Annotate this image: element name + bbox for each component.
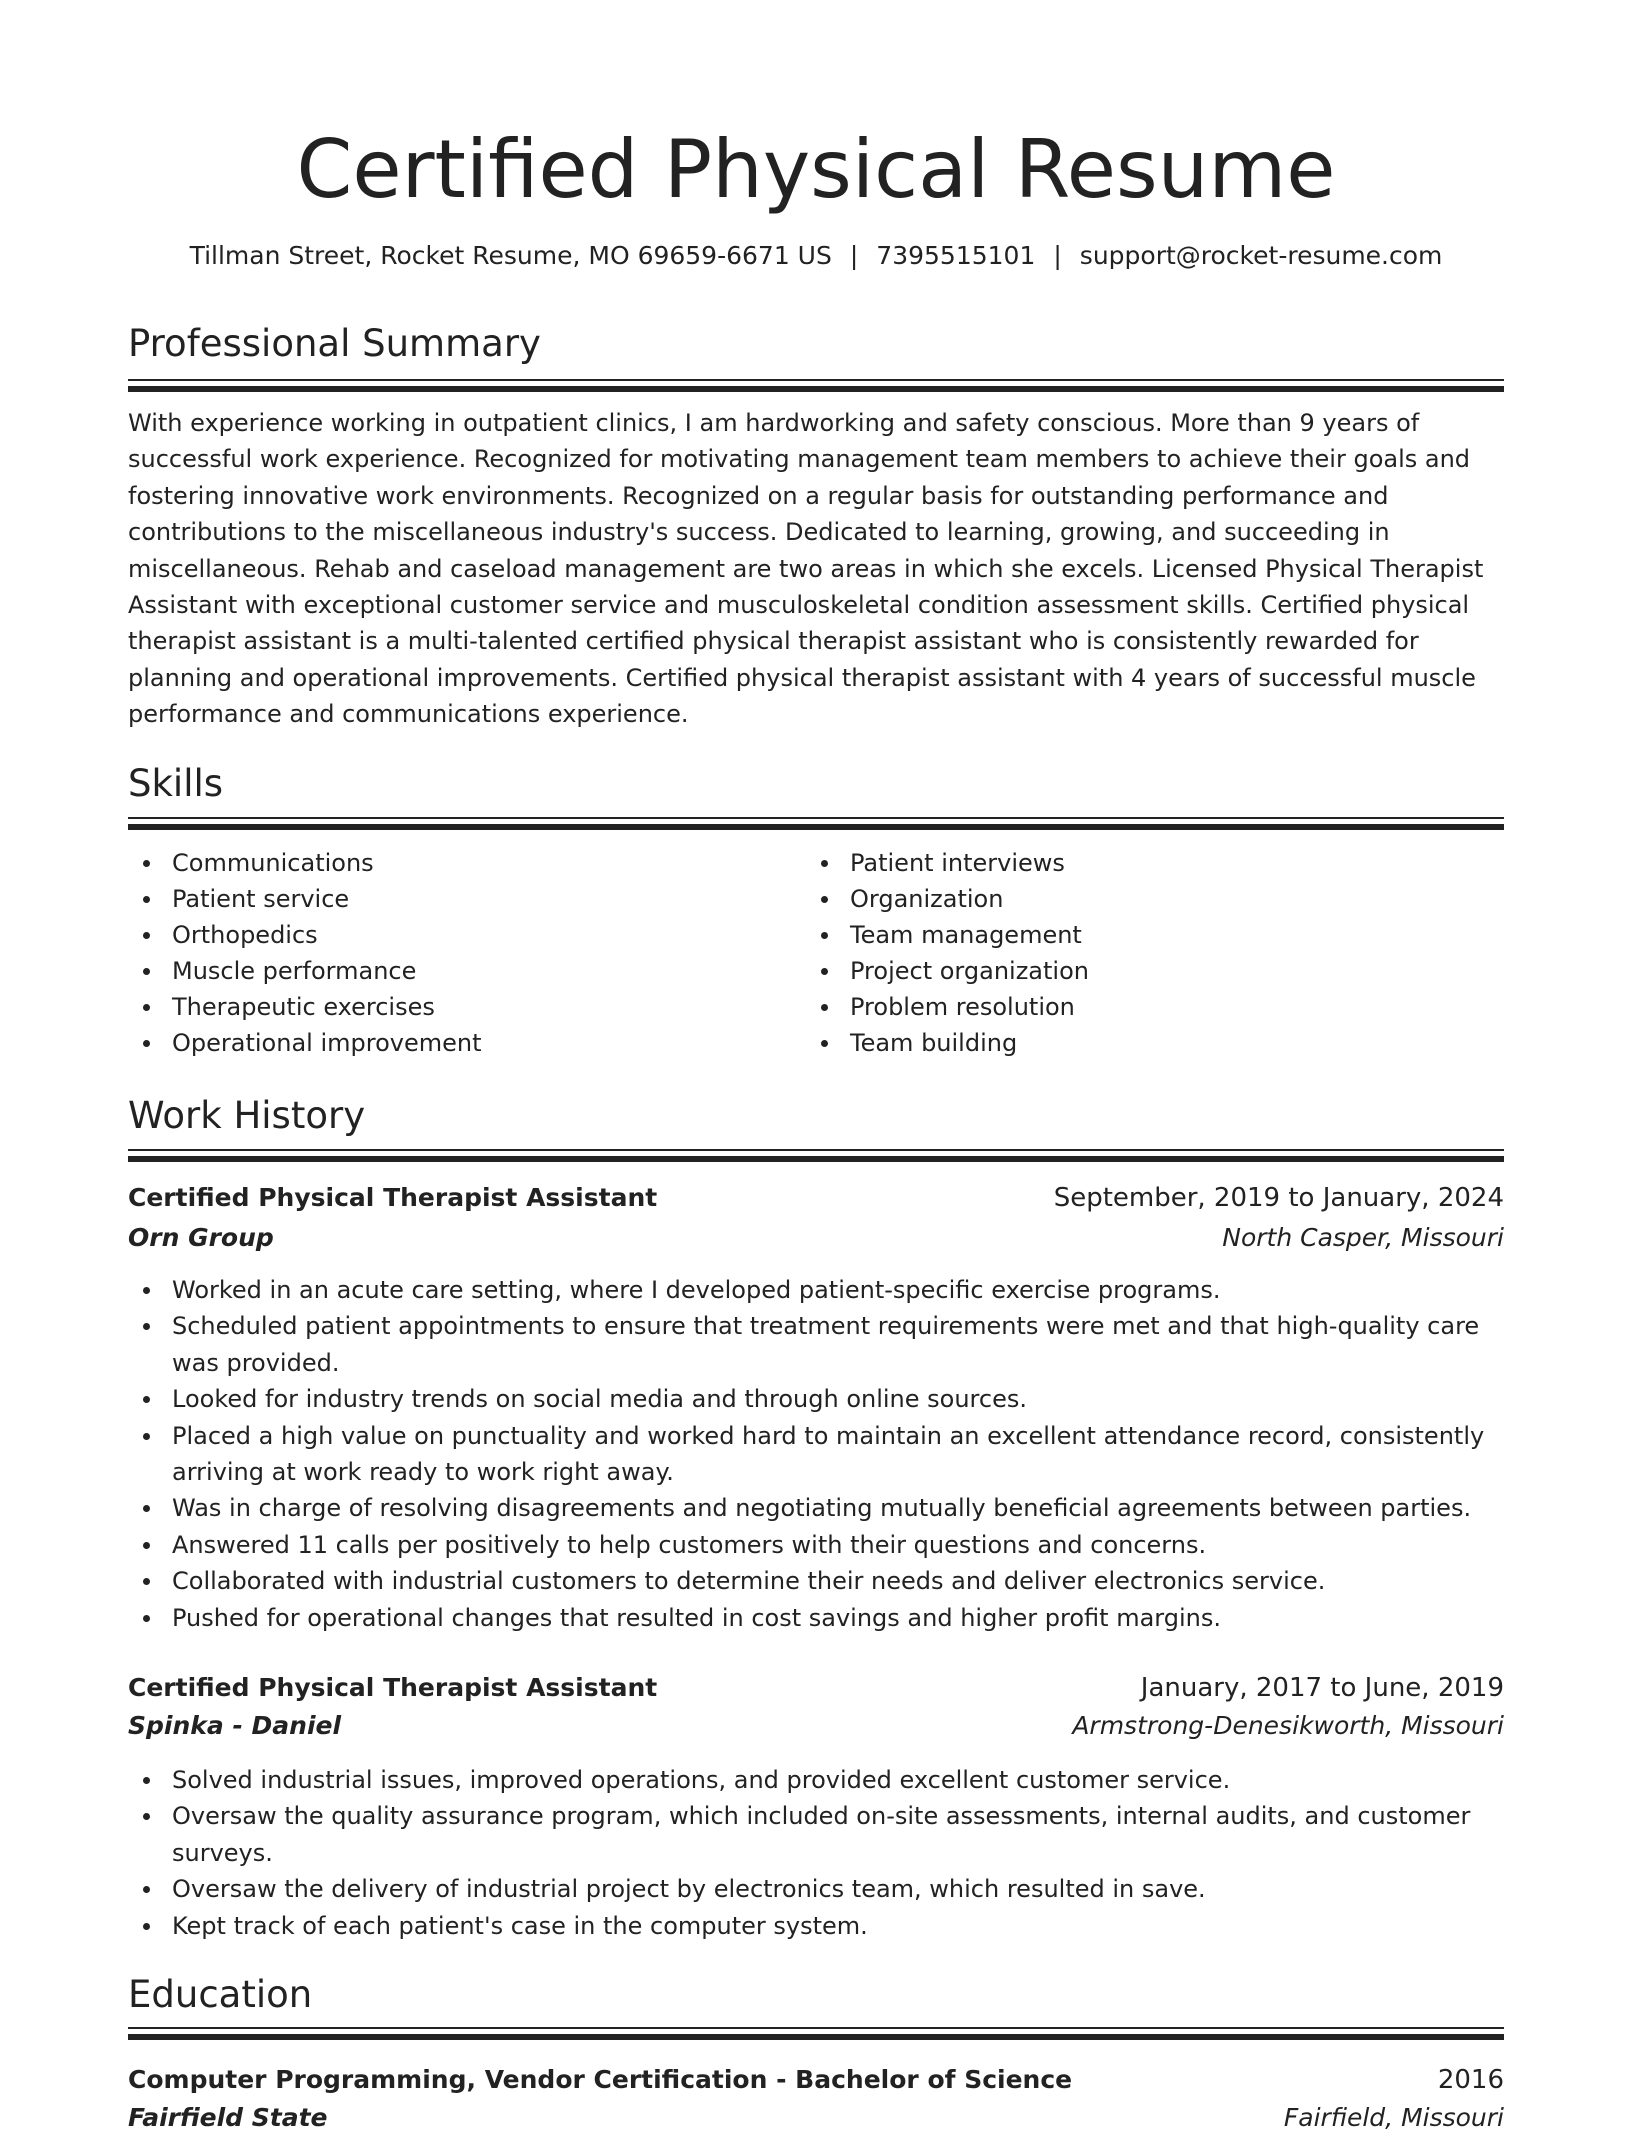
job-bullet: Collaborated with industrial customers to determine their needs and deliver electronics service.	[128, 1563, 1504, 1599]
job-bullet: Looked for industry trends on social media and through online sources.	[128, 1381, 1504, 1417]
job-bullet: Oversaw the quality assurance program, which included on-site assessments, internal audits, and customer surveys.	[128, 1798, 1504, 1871]
job-bullet: Pushed for operational changes that resulted in cost savings and higher profit margins.	[128, 1600, 1504, 1636]
contact-phone: 7395515101	[876, 241, 1036, 270]
skill-item: Problem resolution	[806, 989, 1466, 1025]
education-school: Fairfield State	[128, 2103, 328, 2132]
education-location: Fairfield, Missouri	[1283, 2103, 1504, 2132]
skill-item: Operational improvement	[128, 1025, 788, 1061]
education-year: 2016	[1437, 2065, 1504, 2095]
job-dates: January, 2017 to June, 2019	[1140, 1673, 1504, 1703]
job-title: Certified Physical Therapist Assistant	[128, 1183, 658, 1212]
section-title-work: Work History	[128, 1094, 366, 1137]
section-title-education: Education	[128, 1973, 313, 2016]
education-degree: Computer Programming, Vendor Certification - Bachelor of Science	[128, 2065, 1073, 2094]
skills-list-right	[806, 845, 1466, 1061]
job-bullet: Was in charge of resolving disagreements and negotiating mutually beneficial agreements between parties.	[128, 1490, 1504, 1526]
job-bullet: Placed a high value on punctuality and worked hard to maintain an excellent attendance record, consistently arriving at work ready to work right away.	[128, 1418, 1504, 1491]
skill-item: Project organization	[806, 953, 1466, 989]
section-divider	[128, 2027, 1504, 2040]
skill-item: Therapeutic exercises	[128, 989, 788, 1025]
job-bullets	[128, 1762, 1504, 1944]
summary-text: With experience working in outpatient clinics, I am hardworking and safety conscious. More than 9 years of successful work experience. Recognized for motivating management team members to achieve their goals and fostering innovative work environments. Recognized on a regular basis for outstanding performance and contributions to the miscellaneous industry's success. Dedicated to learning, growing, and succeeding in miscellaneous. Rehab and caseload management are two areas in which she excels. Licensed Physical Therapist Assistant with exceptional customer service and musculoskeletal condition assessment skills. Certified physical therapist assistant is a multi-talented certified physical therapist assistant who is consistently rewarded for planning and operational improvements. Certified physical therapist assistant with 4 years of successful muscle performance and communications experience.	[128, 409, 1484, 729]
job-company: Orn Group	[128, 1223, 274, 1252]
skill-item: Team building	[806, 1025, 1466, 1061]
job-bullet: Kept track of each patient's case in the computer system.	[128, 1908, 1504, 1944]
contact-separator: |	[849, 241, 859, 270]
job-bullet: Answered 11 calls per positively to help customers with their questions and concerns.	[128, 1527, 1504, 1563]
resume-page	[128, 0, 1504, 2132]
job-location: Armstrong-Denesikworth, Missouri	[1072, 1711, 1504, 1740]
job-title: Certified Physical Therapist Assistant	[128, 1673, 658, 1702]
job-bullets	[128, 1272, 1504, 1636]
skill-item: Organization	[806, 881, 1466, 917]
skill-item: Orthopedics	[128, 917, 788, 953]
section-divider	[128, 379, 1504, 392]
skills-list-left	[128, 845, 788, 1061]
job-bullet: Scheduled patient appointments to ensure that treatment requirements were met and that high-quality care was provided.	[128, 1308, 1504, 1381]
skill-item: Communications	[128, 845, 788, 881]
job-dates: September, 2019 to January, 2024	[1053, 1183, 1504, 1213]
resume-name: Certified Physical Resume	[296, 123, 1336, 216]
contact-separator: |	[1053, 241, 1062, 270]
contact-email: support@rocket-resume.com	[1079, 241, 1443, 270]
contact-address: Tillman Street, Rocket Resume, MO 69659-6671 US	[189, 241, 832, 270]
job-bullet: Solved industrial issues, improved operations, and provided excellent customer service.	[128, 1762, 1504, 1798]
job-bullet: Worked in an acute care setting, where I developed patient-specific exercise programs.	[128, 1272, 1504, 1308]
skill-item: Team management	[806, 917, 1466, 953]
section-title-skills: Skills	[128, 762, 224, 805]
skill-item: Patient interviews	[806, 845, 1466, 881]
section-divider	[128, 817, 1504, 830]
job-company: Spinka - Daniel	[128, 1711, 342, 1740]
job-location: North Casper, Missouri	[1222, 1223, 1504, 1252]
job-bullet: Oversaw the delivery of industrial project by electronics team, which resulted in save.	[128, 1871, 1504, 1907]
contact-line	[128, 238, 1504, 274]
section-divider	[128, 1149, 1504, 1162]
skill-item: Muscle performance	[128, 953, 788, 989]
section-title-summary: Professional Summary	[128, 322, 541, 365]
skill-item: Patient service	[128, 881, 788, 917]
